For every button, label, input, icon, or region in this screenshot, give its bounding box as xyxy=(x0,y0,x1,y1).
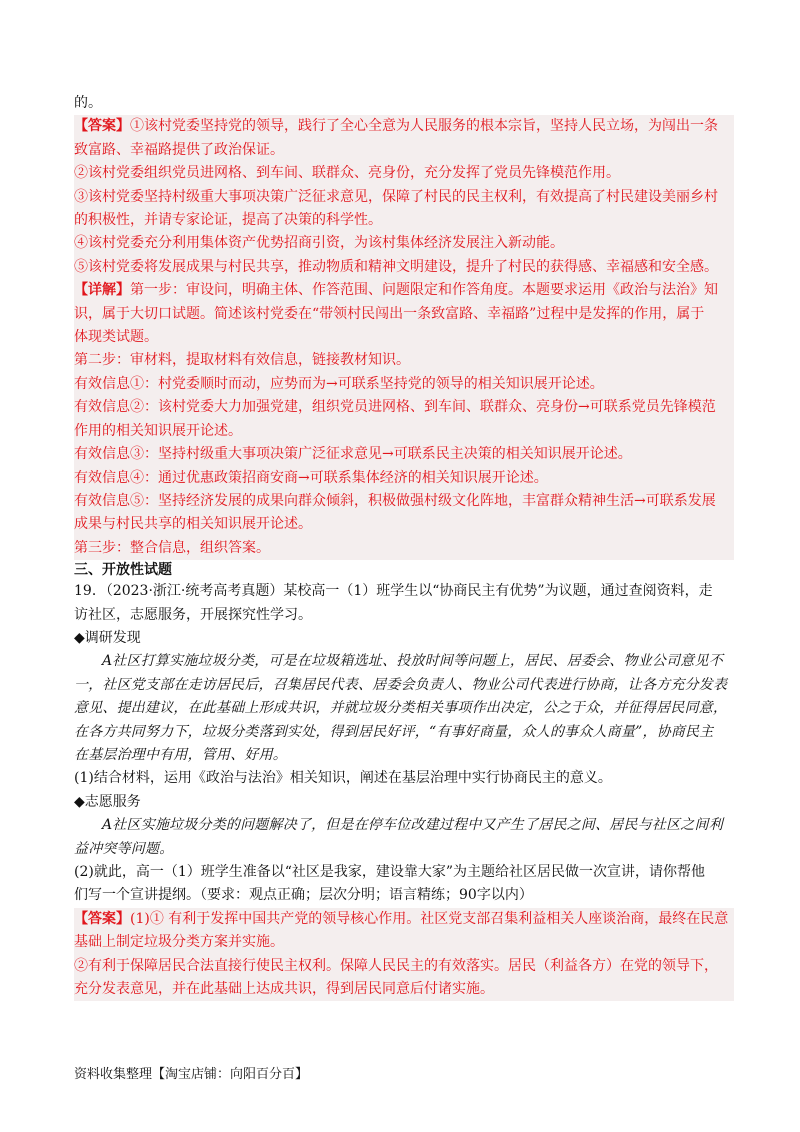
answer-text: 第三步：整合信息，组织答案。 xyxy=(74,539,270,556)
answer-line xyxy=(74,908,734,931)
answer-text: 作用的相关知识展开论述。 xyxy=(74,422,242,439)
answer-text: 基础上制定垃圾分类方案并实施。 xyxy=(74,934,284,951)
answer-line xyxy=(74,349,734,372)
answer-text: 有效信息①：村党委顺时而动，应势而为→可联系坚持党的领导的相关知识展开论述。 xyxy=(74,375,604,392)
answer-text: 有效信息⑤：坚持经济发展的成果向群众倾斜，积极做强村级文化阵地，丰富群众精神生活→可联系发展 xyxy=(74,492,716,509)
material-1 xyxy=(74,650,734,767)
answer-text: ①该村党委坚持党的领导，践行了全心全意为人民服务的根本宗旨，坚持人民立场，为闯出一条 xyxy=(130,118,718,135)
answer-line xyxy=(74,490,734,513)
answer-text: ②有利于保障居民合法直接行使民主权利。保障人民民主的有效落实。居民（利益各方）在党的领导下， xyxy=(74,957,718,974)
sub-question-1: (1)结合材料，运用《政治与法治》相关知识，阐述在基层治理中实行协商民主的意义。 xyxy=(74,770,612,787)
material-line: 一，社区党支部在走访居民后，召集居民代表、居委会负责人、物业公司代表进行协商，让各方充分发表 xyxy=(74,676,728,693)
answer-line xyxy=(74,443,734,466)
answer-line xyxy=(74,303,734,326)
subheading-research: ◆调研发现 xyxy=(74,629,141,646)
document-page xyxy=(74,92,734,1001)
answer-text: 充分发表意见，并在此基础上达成共识，得到居民同意后付诸实施。 xyxy=(74,981,494,998)
answer-line xyxy=(74,396,734,419)
answer-text: (1)① 有利于发挥中国共产党的领导核心作用。社区党支部召集利益相关人座谈治商，最终在民意 xyxy=(130,910,729,927)
material-line: A社区实施垃圾分类的问题解决了，但是在停车位改建过程中又产生了居民之间、居民与社区之间利 xyxy=(102,817,723,834)
answer-text: 成果与村民共享的相关知识展开论述。 xyxy=(74,516,312,533)
answer-text: 致富路、幸福路提供了政治保证。 xyxy=(74,141,284,158)
answer-line xyxy=(74,232,734,255)
question-19 xyxy=(74,580,734,908)
question-line: 19．（2023·浙江·统考高考真题）某校高一（1）班学生以“协商民主有优势”为议题，通过查阅资料，走 xyxy=(74,583,713,600)
answer-tag: 【答案】 xyxy=(74,118,130,135)
continuation-text: 的。 xyxy=(74,95,102,111)
answer-tag: 【详解】 xyxy=(74,282,130,299)
answer-line xyxy=(74,978,734,1001)
answer-block-2 xyxy=(74,908,734,1002)
answer-line xyxy=(74,467,734,490)
answer-text: 第二步：审材料，提取材料有效信息，链接教材知识。 xyxy=(74,352,410,369)
answer-text: 的积极性，并请专家论证，提高了决策的科学性。 xyxy=(74,212,382,229)
material-line: 在基层治理中有用，管用、好用。 xyxy=(74,746,287,763)
answer-line xyxy=(74,537,734,560)
answer-line xyxy=(74,955,734,978)
answer-line xyxy=(74,326,734,349)
answer-line xyxy=(74,115,734,138)
section-title: 三、开放性试题 xyxy=(74,562,172,579)
answer-text: ②该村党委组织党员进网格、到车间、联群众、亮身份，充分发挥了党员先锋模范作用。 xyxy=(74,165,620,182)
answer-text: ⑤该村党委将发展成果与村民共享，推动物质和精神文明建设，提升了村民的获得感、幸福感和安全感。 xyxy=(74,258,718,275)
question-line: 访社区，志愿服务，开展探究性学习。 xyxy=(74,606,312,623)
answer-line xyxy=(74,139,734,162)
answer-text: 有效信息④：通过优惠政策招商安商→可联系集体经济的相关知识展开论述。 xyxy=(74,469,548,486)
answer-tag: 【答案】 xyxy=(74,910,130,927)
answer-line xyxy=(74,420,734,443)
answer-line xyxy=(74,931,734,954)
answer-line xyxy=(74,373,734,396)
material-line: A社区打算实施垃圾分类，可是在垃圾箱选址、投放时间等问题上，居民、居委会、物业公司意见不 xyxy=(102,653,723,670)
answer-text: 有效信息③：坚持村级重大事项决策广泛征求意见→可联系民主决策的相关知识展开论述。 xyxy=(74,446,632,463)
answer-text: 有效信息②：该村党委大力加强党建，组织党员进网格、到车间、联群众、亮身份→可联系党员先锋模范 xyxy=(74,399,716,416)
subheading-volunteer: ◆志愿服务 xyxy=(74,793,141,810)
answer-block-1 xyxy=(74,115,734,560)
answer-line xyxy=(74,162,734,185)
sub-question-2: (2)就此，高一（1）班学生准备以“社区是我家，建设靠大家”为主题给社区居民做一次宣讲，请你帮他 xyxy=(74,864,706,880)
material-line: 意见、提出建议，在此基础上形成共识，并就垃圾分类相关事项作出决定，公之于众，并征得居民同意， xyxy=(74,700,728,717)
answer-text: 识，属于大切口试题。简述该村党委在“带领村民闯出一条致富路、幸福路”过程中是发挥的作用，属于 xyxy=(74,305,705,322)
material-2 xyxy=(74,814,734,861)
material-line: 益冲突等问题。 xyxy=(74,840,174,857)
answer-text: 第一步：审设问，明确主体、作答范围、问题限定和作答角度。本题要求运用《政治与法治》知 xyxy=(130,282,718,299)
answer-line xyxy=(74,209,734,232)
answer-line xyxy=(74,186,734,209)
answer-text: ③该村党委坚持村级重大事项决策广泛征求意见，保障了村民的民主权利，有效提高了村民建设美丽乡村 xyxy=(74,188,718,205)
sub-question-2: 们写一个宣讲提纲。（要求：观点正确；层次分明；语言精练；90字以内） xyxy=(74,887,533,904)
answer-line xyxy=(74,279,734,302)
answer-line xyxy=(74,256,734,279)
material-line: 在各方共同努力下，垃圾分类落到实处，得到居民好评，“有事好商量，众人的事众人商量”，协商民主 xyxy=(74,723,714,740)
answer-text: 体现类试题。 xyxy=(74,329,158,346)
answer-line xyxy=(74,513,734,536)
answer-text: ④该村党委充分利用集体资产优势招商引资，为该村集体经济发展注入新动能。 xyxy=(74,235,564,252)
footer-source: 资料收集整理【淘宝店铺：向阳百分百】 xyxy=(74,1067,309,1082)
